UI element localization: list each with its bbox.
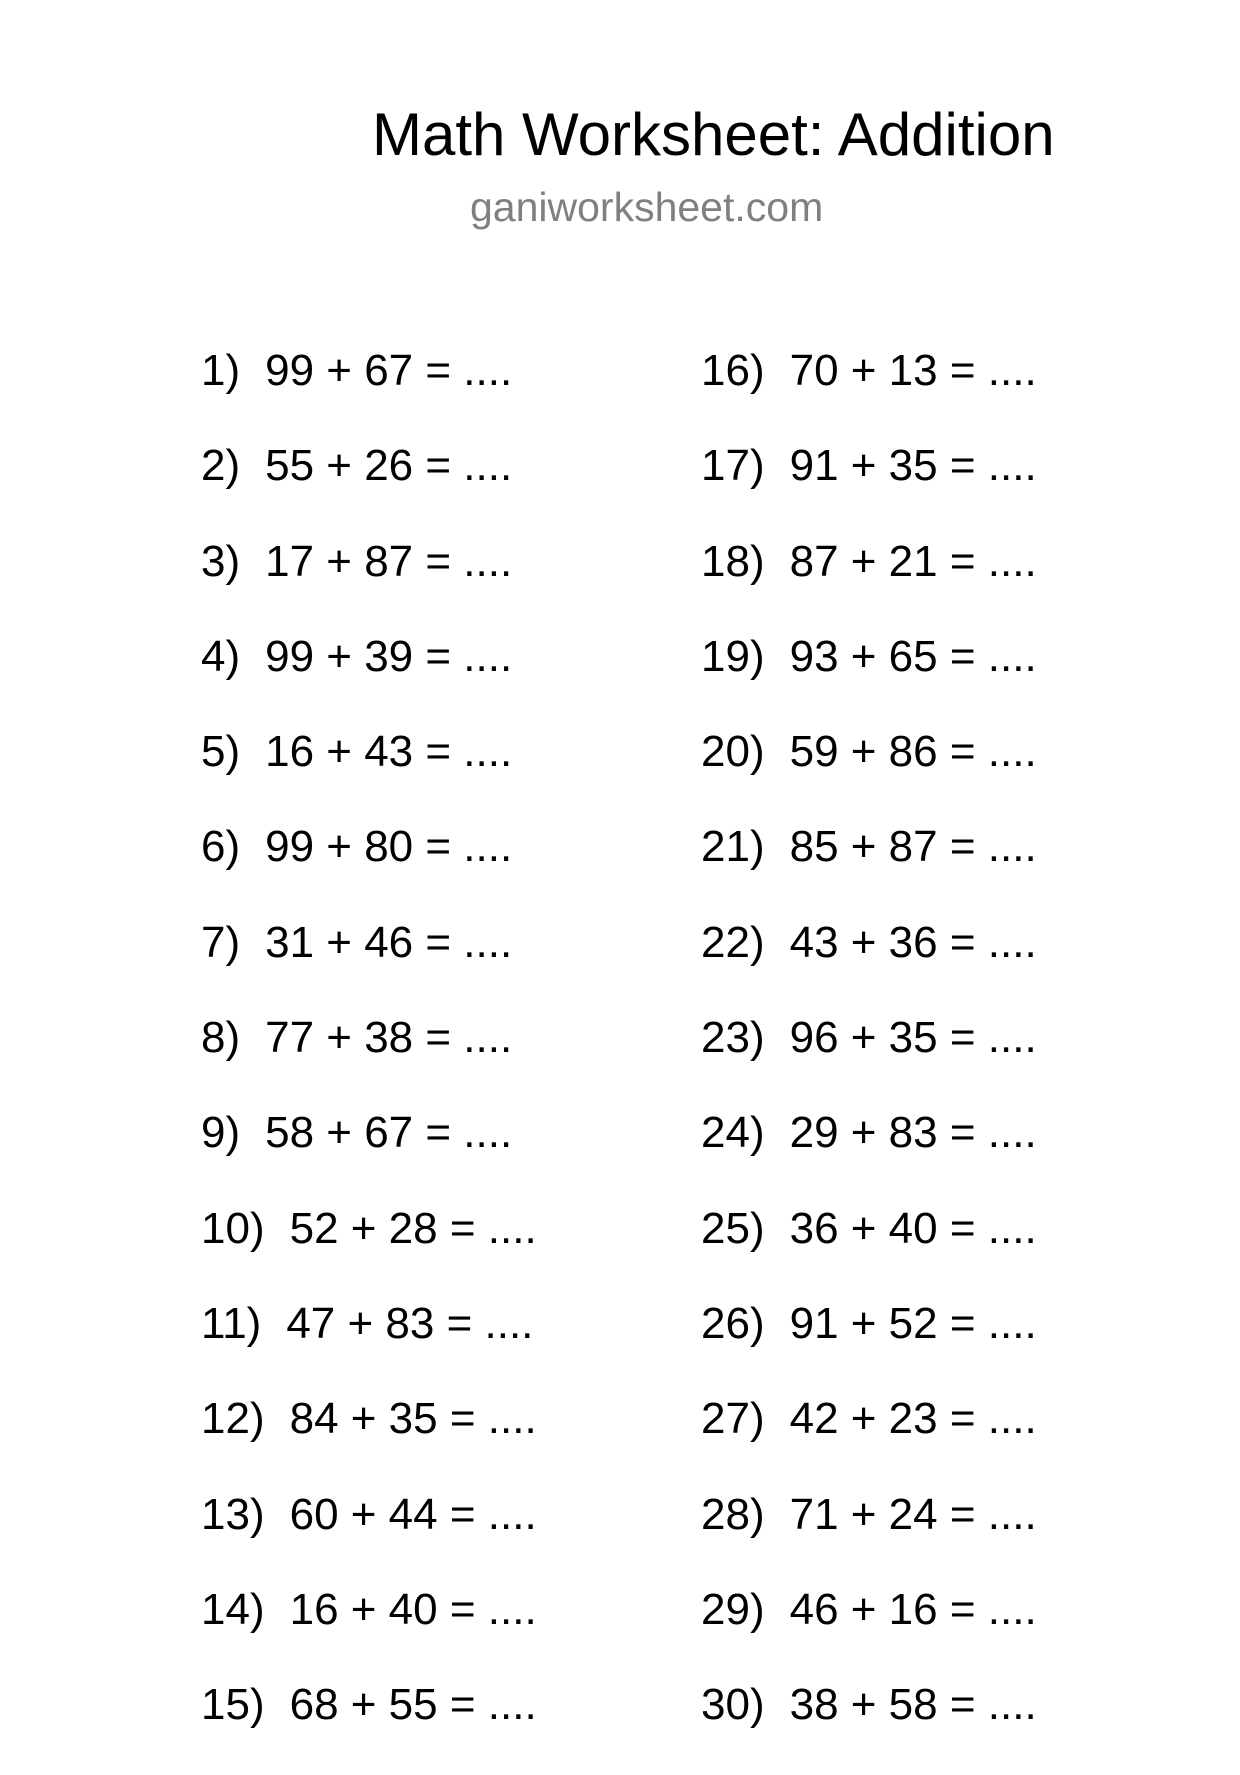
problem-item (701, 1299, 1221, 1394)
problem-item (701, 1490, 1221, 1585)
problem-item (201, 1680, 721, 1775)
problem-expression: 29 + 83 = .... (789, 1108, 1037, 1158)
problem-expression: 70 + 13 = .... (789, 346, 1037, 395)
problem-expression: 55 + 26 = .... (265, 441, 513, 491)
problem-number: 14) (201, 1584, 265, 1634)
problem-item (701, 632, 1221, 727)
problem-item (701, 537, 1221, 632)
problem-number: 2) (201, 441, 241, 491)
problem-number: 15) (201, 1680, 265, 1730)
problem-item (201, 346, 721, 441)
problem-number: 19) (701, 631, 765, 681)
problem-expression: 59 + 86 = .... (789, 727, 1037, 777)
problem-expression: 87 + 21 = .... (789, 536, 1037, 586)
problem-number: 5) (201, 727, 241, 777)
problem-item (201, 1585, 721, 1680)
problem-item (201, 1490, 721, 1585)
problem-number: 24) (701, 1108, 765, 1158)
problem-expression: 99 + 39 = .... (265, 631, 513, 681)
problem-item (701, 1680, 1221, 1775)
problem-number: 22) (701, 917, 765, 967)
problem-expression: 31 + 46 = .... (265, 917, 513, 967)
problem-expression: 38 + 58 = .... (789, 1680, 1037, 1730)
problem-column-right (701, 346, 1221, 1775)
problem-expression: 58 + 67 = .... (265, 1108, 513, 1158)
problem-expression: 93 + 65 = .... (789, 631, 1037, 681)
problem-expression: 16 + 43 = .... (265, 727, 513, 777)
problem-expression: 71 + 24 = .... (789, 1489, 1037, 1539)
problem-item (701, 1204, 1221, 1299)
problem-expression: 77 + 38 = .... (265, 1013, 513, 1063)
problem-expression: 36 + 40 = .... (789, 1203, 1037, 1253)
problem-number: 7) (201, 917, 241, 967)
problem-number: 20) (701, 727, 765, 777)
problem-expression: 43 + 36 = .... (789, 917, 1037, 967)
problem-number: 11) (201, 1298, 262, 1348)
problem-number: 16) (701, 346, 765, 395)
problem-expression: 17 + 87 = .... (265, 536, 513, 586)
problem-expression: 99 + 67 = .... (265, 346, 513, 395)
problem-number: 6) (201, 822, 241, 872)
problem-item (701, 727, 1221, 822)
problem-number: 30) (701, 1680, 765, 1730)
problem-item (201, 1013, 721, 1108)
problem-item (701, 1108, 1221, 1203)
problem-number: 9) (201, 1108, 241, 1158)
problem-expression: 60 + 44 = .... (289, 1489, 537, 1539)
problem-number: 4) (201, 631, 241, 681)
problem-expression: 16 + 40 = .... (289, 1584, 537, 1634)
problem-number: 28) (701, 1489, 765, 1539)
problem-number: 25) (701, 1203, 765, 1253)
problem-number: 12) (201, 1394, 265, 1444)
problem-expression: 47 + 83 = .... (286, 1298, 534, 1348)
problem-item (701, 1585, 1221, 1680)
problem-number: 29) (701, 1584, 765, 1634)
problem-expression: 68 + 55 = .... (289, 1680, 537, 1730)
problem-expression: 96 + 35 = .... (789, 1013, 1037, 1063)
problem-item (701, 441, 1221, 536)
problem-number: 13) (201, 1489, 265, 1539)
worksheet-site: ganiworksheet.com (470, 184, 824, 230)
problem-number: 10) (201, 1203, 265, 1253)
problem-expression: 46 + 16 = .... (789, 1584, 1037, 1634)
problem-item (701, 1013, 1221, 1108)
problem-item (701, 822, 1221, 917)
problem-expression: 85 + 87 = .... (789, 822, 1037, 872)
problem-expression: 52 + 28 = .... (289, 1203, 537, 1253)
problem-expression: 99 + 80 = .... (265, 822, 513, 872)
problem-number: 17) (701, 441, 765, 491)
problem-item (701, 918, 1221, 1013)
problem-number: 3) (201, 536, 241, 586)
problem-item (701, 346, 1221, 441)
problem-item (201, 1108, 721, 1203)
problem-number: 23) (701, 1013, 765, 1063)
problem-item (201, 537, 721, 632)
problem-number: 26) (701, 1298, 765, 1348)
problem-item (201, 632, 721, 727)
problem-number: 27) (701, 1394, 765, 1444)
problem-number: 8) (201, 1013, 241, 1063)
problem-item (201, 441, 721, 536)
problem-expression: 84 + 35 = .... (289, 1394, 537, 1444)
problem-number: 21) (701, 822, 765, 872)
problem-expression: 42 + 23 = .... (789, 1394, 1037, 1444)
problem-number: 1) (201, 346, 241, 395)
problem-expression: 91 + 35 = .... (789, 441, 1037, 491)
problem-item (201, 822, 721, 917)
problem-item (201, 1299, 721, 1394)
problem-column-left (201, 346, 721, 1775)
problem-item (701, 1394, 1221, 1489)
problem-expression: 91 + 52 = .... (789, 1298, 1037, 1348)
problem-number: 18) (701, 536, 765, 586)
problem-item (201, 727, 721, 822)
problem-item (201, 918, 721, 1013)
problem-item (201, 1204, 721, 1299)
worksheet-title: Math Worksheet: Addition (372, 101, 1055, 168)
problem-item (201, 1394, 721, 1489)
